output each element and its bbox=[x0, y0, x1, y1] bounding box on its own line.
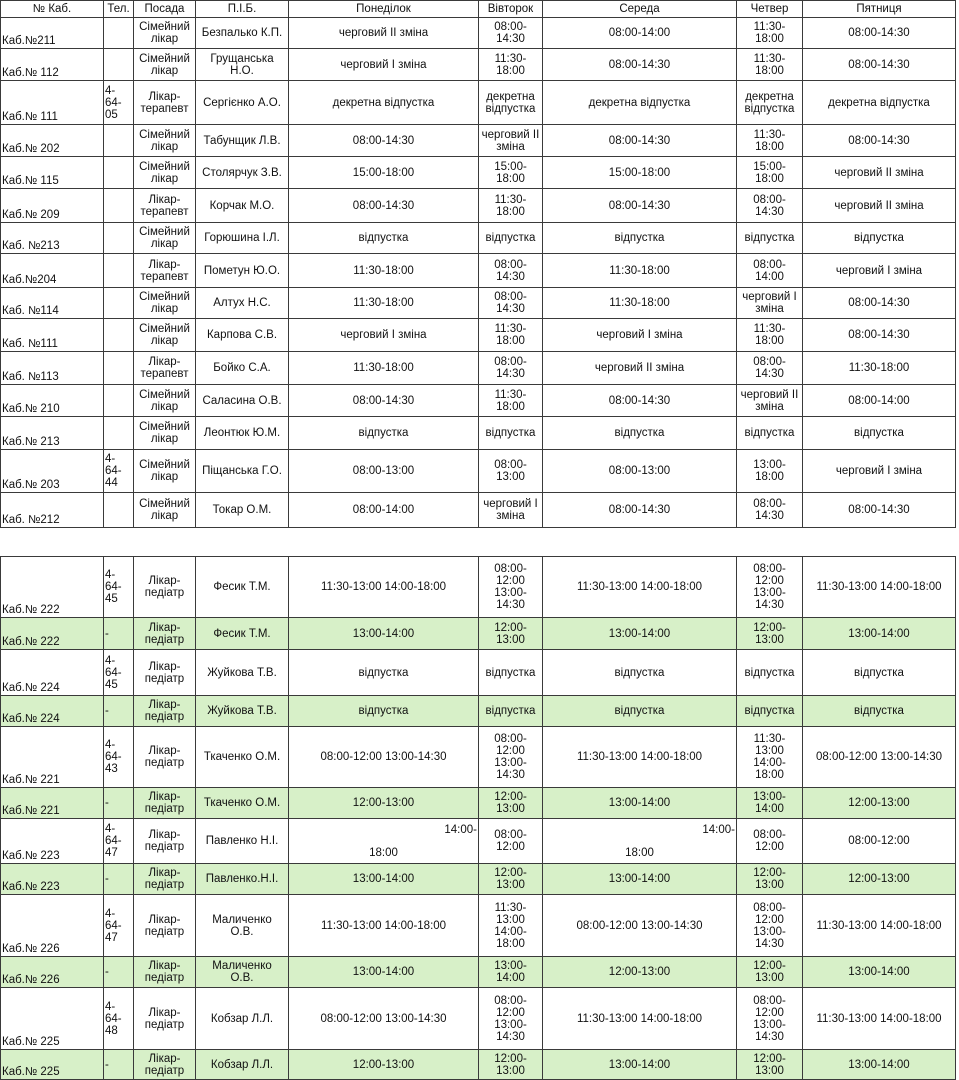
doctor-name-cell: Столярчук З.В. bbox=[196, 157, 289, 189]
tuesday-cell: декретна відпустка bbox=[479, 81, 543, 125]
friday-cell: відпустка bbox=[803, 696, 956, 727]
tuesday-cell: 12:00- 13:00 bbox=[479, 788, 543, 819]
doctor-name-cell: Горюшина І.Л. bbox=[196, 223, 289, 254]
monday-cell: 13:00-14:00 bbox=[289, 957, 479, 988]
doctor-name-cell: Пометун Ю.О. bbox=[196, 254, 289, 288]
friday-cell: 08:00-14:30 bbox=[803, 18, 956, 49]
thursday-cell: 08:00- 12:00 13:00- 14:30 bbox=[737, 895, 803, 957]
position-cell: Лікар- терапевт bbox=[134, 254, 196, 288]
position-cell: Лікар- терапевт bbox=[134, 81, 196, 125]
wednesday-cell: 08:00-13:00 bbox=[543, 450, 737, 493]
tuesday-cell: 13:00- 14:00 bbox=[479, 957, 543, 988]
table-row bbox=[1, 189, 956, 223]
wednesday-cell: 11:30-13:00 14:00-18:00 bbox=[543, 727, 737, 788]
table-row bbox=[1, 125, 956, 157]
monday-cell: 11:30-18:00 bbox=[289, 352, 479, 385]
monday-cell: відпустка bbox=[289, 223, 479, 254]
wednesday-cell: 08:00-14:30 bbox=[543, 385, 737, 417]
tuesday-cell: 12:00- 13:00 bbox=[479, 864, 543, 895]
table-row bbox=[1, 493, 956, 528]
friday-cell: 11:30-13:00 14:00-18:00 bbox=[803, 988, 956, 1050]
cabinet-cell: Каб. №212 bbox=[1, 493, 104, 528]
tuesday-cell: 11:30- 13:00 14:00- 18:00 bbox=[479, 895, 543, 957]
wednesday-cell: 13:00-14:00 bbox=[543, 618, 737, 650]
cabinet-cell: Каб.№ 203 bbox=[1, 450, 104, 493]
gap-cell bbox=[737, 528, 803, 557]
monday-cell: 11:30-13:00 14:00-18:00 bbox=[289, 895, 479, 957]
gap-cell bbox=[1, 528, 104, 557]
table-row bbox=[1, 957, 956, 988]
friday-cell: 13:00-14:00 bbox=[803, 1050, 956, 1080]
thursday-cell: 11:30- 18:00 bbox=[737, 49, 803, 81]
wednesday-cell: відпустка bbox=[543, 696, 737, 727]
thursday-cell: 08:00- 12:00 13:00- 14:30 bbox=[737, 988, 803, 1050]
friday-cell: 11:30-18:00 bbox=[803, 352, 956, 385]
position-cell: Лікар- педіатр bbox=[134, 819, 196, 864]
friday-cell: 08:00-14:00 bbox=[803, 385, 956, 417]
table-row bbox=[1, 157, 956, 189]
friday-cell: 12:00-13:00 bbox=[803, 864, 956, 895]
monday-cell: 08:00-14:30 bbox=[289, 125, 479, 157]
gap-cell bbox=[543, 528, 737, 557]
table-row bbox=[1, 988, 956, 1050]
position-cell: Сімейний лікар bbox=[134, 493, 196, 528]
cabinet-cell: Каб. №113 bbox=[1, 352, 104, 385]
position-cell: Сімейний лікар bbox=[134, 417, 196, 450]
monday-cell: черговий І зміна bbox=[289, 319, 479, 352]
thursday-cell: черговий ІІ зміна bbox=[737, 385, 803, 417]
position-cell: Сімейний лікар bbox=[134, 125, 196, 157]
monday-cell: відпустка bbox=[289, 417, 479, 450]
cabinet-cell: Каб.№ 115 bbox=[1, 157, 104, 189]
cabinet-cell: Каб.№ 223 bbox=[1, 864, 104, 895]
monday-cell bbox=[289, 819, 479, 864]
doctor-name-cell: Леонтюк Ю.М. bbox=[196, 417, 289, 450]
position-cell: Лікар- педіатр bbox=[134, 788, 196, 819]
table-row bbox=[1, 1050, 956, 1080]
wednesday-cell: 13:00-14:00 bbox=[543, 864, 737, 895]
position-cell: Лікар- педіатр bbox=[134, 618, 196, 650]
friday-cell: 08:00-14:30 bbox=[803, 319, 956, 352]
wednesday-cell: 08:00-12:00 13:00-14:30 bbox=[543, 895, 737, 957]
position-cell: Сімейний лікар bbox=[134, 157, 196, 189]
tuesday-cell: 08:00- 14:30 bbox=[479, 254, 543, 288]
time-end-text: 18:00 bbox=[625, 846, 654, 859]
friday-cell: 08:00-12:00 13:00-14:30 bbox=[803, 727, 956, 788]
header-wednesday: Середа bbox=[543, 1, 737, 18]
thursday-cell: 08:00- 12:00 13:00- 14:30 bbox=[737, 557, 803, 618]
thursday-cell: 11:30- 18:00 bbox=[737, 319, 803, 352]
doctor-name-cell: Алтух Н.С. bbox=[196, 288, 289, 319]
doctor-name-cell: Саласина О.В. bbox=[196, 385, 289, 417]
monday-cell: 08:00-14:30 bbox=[289, 189, 479, 223]
tuesday-cell: 12:00- 13:00 bbox=[479, 1050, 543, 1080]
friday-cell: відпустка bbox=[803, 650, 956, 696]
friday-cell: черговий ІІ зміна bbox=[803, 157, 956, 189]
tuesday-cell: 08:00- 12:00 13:00- 14:30 bbox=[479, 557, 543, 618]
friday-cell: 08:00-14:30 bbox=[803, 493, 956, 528]
friday-cell: 08:00-12:00 bbox=[803, 819, 956, 864]
position-cell: Лікар- педіатр bbox=[134, 557, 196, 618]
monday-cell: 11:30-18:00 bbox=[289, 288, 479, 319]
table-row bbox=[1, 417, 956, 450]
wednesday-cell: 13:00-14:00 bbox=[543, 1050, 737, 1080]
header-tel: Тел. bbox=[104, 1, 134, 18]
table-row bbox=[1, 788, 956, 819]
doctor-name-cell: Фесик Т.М. bbox=[196, 557, 289, 618]
friday-cell: декретна відпустка bbox=[803, 81, 956, 125]
tuesday-cell: 11:30- 18:00 bbox=[479, 189, 543, 223]
position-cell: Лікар- терапевт bbox=[134, 189, 196, 223]
table-row bbox=[1, 385, 956, 417]
doctor-name-cell: Грущанська Н.О. bbox=[196, 49, 289, 81]
monday-cell: 11:30-18:00 bbox=[289, 254, 479, 288]
cabinet-cell: Каб.№ 221 bbox=[1, 727, 104, 788]
thursday-cell: 11:30- 18:00 bbox=[737, 18, 803, 49]
position-cell: Лікар- педіатр bbox=[134, 696, 196, 727]
doctor-name-cell: Піщанська Г.О. bbox=[196, 450, 289, 493]
phone-cell: 4- 64- 45 bbox=[104, 650, 134, 696]
cabinet-cell: Каб.№ 210 bbox=[1, 385, 104, 417]
tuesday-cell: відпустка bbox=[479, 223, 543, 254]
monday-cell: 08:00-14:30 bbox=[289, 385, 479, 417]
position-cell: Лікар- педіатр bbox=[134, 988, 196, 1050]
header-friday: Пятниця bbox=[803, 1, 956, 18]
tuesday-cell: 12:00- 13:00 bbox=[479, 618, 543, 650]
phone-cell: - bbox=[104, 1050, 134, 1080]
thursday-cell: 15:00- 18:00 bbox=[737, 157, 803, 189]
thursday-cell: 08:00- 14:00 bbox=[737, 254, 803, 288]
gap-cell bbox=[289, 528, 479, 557]
tuesday-cell: 11:30- 18:00 bbox=[479, 319, 543, 352]
wednesday-cell: відпустка bbox=[543, 417, 737, 450]
gap-cell bbox=[803, 528, 956, 557]
monday-cell: черговий І зміна bbox=[289, 49, 479, 81]
phone-cell bbox=[104, 157, 134, 189]
cabinet-cell: Каб. №111 bbox=[1, 319, 104, 352]
phone-cell: - bbox=[104, 618, 134, 650]
doctor-name-cell: Маличенко О.В. bbox=[196, 957, 289, 988]
cabinet-cell: Каб.№ 222 bbox=[1, 618, 104, 650]
phone-cell bbox=[104, 49, 134, 81]
monday-cell: відпустка bbox=[289, 696, 479, 727]
wednesday-cell: черговий ІІ зміна bbox=[543, 352, 737, 385]
position-cell: Лікар- педіатр bbox=[134, 957, 196, 988]
position-cell: Сімейний лікар bbox=[134, 288, 196, 319]
phone-cell: 4- 64- 43 bbox=[104, 727, 134, 788]
cabinet-cell: Каб.№ 209 bbox=[1, 189, 104, 223]
cabinet-cell: Каб. №213 bbox=[1, 223, 104, 254]
position-cell: Лікар- педіатр bbox=[134, 650, 196, 696]
thursday-cell: 11:30- 18:00 bbox=[737, 125, 803, 157]
phone-cell: - bbox=[104, 957, 134, 988]
friday-cell: 08:00-14:30 bbox=[803, 125, 956, 157]
wednesday-cell bbox=[543, 819, 737, 864]
tuesday-cell: 11:30- 18:00 bbox=[479, 385, 543, 417]
thursday-cell: 13:00- 18:00 bbox=[737, 450, 803, 493]
table-row bbox=[1, 288, 956, 319]
friday-cell: черговий І зміна bbox=[803, 254, 956, 288]
phone-cell: - bbox=[104, 788, 134, 819]
table-row bbox=[1, 618, 956, 650]
wednesday-cell: відпустка bbox=[543, 223, 737, 254]
phone-cell: - bbox=[104, 696, 134, 727]
friday-cell: 11:30-13:00 14:00-18:00 bbox=[803, 895, 956, 957]
phone-cell bbox=[104, 417, 134, 450]
thursday-cell: відпустка bbox=[737, 650, 803, 696]
thursday-cell: відпустка bbox=[737, 223, 803, 254]
cabinet-cell: Каб.№ 222 bbox=[1, 557, 104, 618]
friday-cell: 13:00-14:00 bbox=[803, 957, 956, 988]
wednesday-cell: 11:30-18:00 bbox=[543, 288, 737, 319]
doctor-name-cell: Павленко Н.І. bbox=[196, 819, 289, 864]
thursday-cell: черговий І зміна bbox=[737, 288, 803, 319]
phone-cell bbox=[104, 319, 134, 352]
table-row bbox=[1, 49, 956, 81]
wednesday-cell: 08:00-14:30 bbox=[543, 49, 737, 81]
position-cell: Лікар- педіатр bbox=[134, 895, 196, 957]
monday-cell: 13:00-14:00 bbox=[289, 864, 479, 895]
tuesday-cell: 08:00- 12:00 bbox=[479, 819, 543, 864]
header-monday: Понеділок bbox=[289, 1, 479, 18]
tuesday-cell: 11:30- 18:00 bbox=[479, 49, 543, 81]
tuesday-cell: черговий ІІ зміна bbox=[479, 125, 543, 157]
tuesday-cell: відпустка bbox=[479, 696, 543, 727]
monday-cell: 08:00-13:00 bbox=[289, 450, 479, 493]
doctor-name-cell: Ткаченко О.М. bbox=[196, 788, 289, 819]
phone-cell bbox=[104, 125, 134, 157]
phone-cell bbox=[104, 385, 134, 417]
time-end-text: 18:00 bbox=[369, 846, 398, 859]
position-cell: Лікар- педіатр bbox=[134, 727, 196, 788]
thursday-cell: декретна відпустка bbox=[737, 81, 803, 125]
friday-cell: 08:00-14:30 bbox=[803, 49, 956, 81]
wednesday-cell: 12:00-13:00 bbox=[543, 957, 737, 988]
table-row bbox=[1, 895, 956, 957]
phone-cell: 4- 64- 47 bbox=[104, 895, 134, 957]
time-start-text: 14:00- bbox=[444, 823, 477, 836]
position-cell: Сімейний лікар bbox=[134, 385, 196, 417]
monday-cell: черговий ІІ зміна bbox=[289, 18, 479, 49]
monday-cell: відпустка bbox=[289, 650, 479, 696]
thursday-cell: 13:00- 14:00 bbox=[737, 788, 803, 819]
tuesday-cell: 08:00- 14:30 bbox=[479, 288, 543, 319]
friday-cell: 11:30-13:00 14:00-18:00 bbox=[803, 557, 956, 618]
cabinet-cell: Каб. №114 bbox=[1, 288, 104, 319]
phone-cell bbox=[104, 189, 134, 223]
doctor-name-cell: Жуйкова Т.В. bbox=[196, 650, 289, 696]
table-row bbox=[1, 727, 956, 788]
monday-cell: 08:00-12:00 13:00-14:30 bbox=[289, 988, 479, 1050]
header-position: Посада bbox=[134, 1, 196, 18]
phone-cell: 4- 64- 45 bbox=[104, 557, 134, 618]
monday-cell: 13:00-14:00 bbox=[289, 618, 479, 650]
monday-cell: 08:00-12:00 13:00-14:30 bbox=[289, 727, 479, 788]
position-cell: Лікар- педіатр bbox=[134, 864, 196, 895]
doctor-name-cell: Табунщик Л.В. bbox=[196, 125, 289, 157]
friday-cell: 12:00-13:00 bbox=[803, 788, 956, 819]
cabinet-cell: Каб.№ 221 bbox=[1, 788, 104, 819]
monday-cell: 11:30-13:00 14:00-18:00 bbox=[289, 557, 479, 618]
cabinet-cell: Каб.№ 213 bbox=[1, 417, 104, 450]
phone-cell: 4- 64- 44 bbox=[104, 450, 134, 493]
friday-cell: 13:00-14:00 bbox=[803, 618, 956, 650]
friday-cell: відпустка bbox=[803, 417, 956, 450]
wednesday-cell: 08:00-14:30 bbox=[543, 493, 737, 528]
position-cell: Сімейний лікар bbox=[134, 49, 196, 81]
phone-cell bbox=[104, 288, 134, 319]
thursday-cell: 12:00- 13:00 bbox=[737, 957, 803, 988]
monday-cell: 08:00-14:00 bbox=[289, 493, 479, 528]
cabinet-cell: Каб.№ 226 bbox=[1, 957, 104, 988]
friday-cell: 08:00-14:30 bbox=[803, 288, 956, 319]
cabinet-cell: Каб.№ 224 bbox=[1, 696, 104, 727]
tuesday-cell: відпустка bbox=[479, 650, 543, 696]
monday-cell: 12:00-13:00 bbox=[289, 788, 479, 819]
position-cell: Сімейний лікар bbox=[134, 450, 196, 493]
cabinet-cell: Каб.№ 202 bbox=[1, 125, 104, 157]
cabinet-cell: Каб.№ 112 bbox=[1, 49, 104, 81]
table-row bbox=[1, 18, 956, 49]
cabinet-cell: Каб.№ 224 bbox=[1, 650, 104, 696]
wednesday-cell: 08:00-14:30 bbox=[543, 189, 737, 223]
wednesday-cell: 13:00-14:00 bbox=[543, 788, 737, 819]
doctor-name-cell: Павленко.Н.І. bbox=[196, 864, 289, 895]
header-name: П.І.Б. bbox=[196, 1, 289, 18]
gap-cell bbox=[196, 528, 289, 557]
thursday-cell: 08:00- 12:00 bbox=[737, 819, 803, 864]
tuesday-cell: 15:00- 18:00 bbox=[479, 157, 543, 189]
wednesday-cell: 08:00-14:30 bbox=[543, 125, 737, 157]
position-cell: Сімейний лікар bbox=[134, 319, 196, 352]
wednesday-cell: декретна відпустка bbox=[543, 81, 737, 125]
cabinet-cell: Каб.№ 225 bbox=[1, 988, 104, 1050]
tuesday-cell: 08:00- 14:30 bbox=[479, 352, 543, 385]
doctor-name-cell: Кобзар Л.Л. bbox=[196, 988, 289, 1050]
wednesday-cell: відпустка bbox=[543, 650, 737, 696]
doctor-name-cell: Маличенко О.В. bbox=[196, 895, 289, 957]
schedule-body bbox=[1, 18, 956, 1080]
monday-cell: декретна відпустка bbox=[289, 81, 479, 125]
thursday-cell: 12:00- 13:00 bbox=[737, 864, 803, 895]
cabinet-cell: Каб.№211 bbox=[1, 18, 104, 49]
tuesday-cell: черговий І зміна bbox=[479, 493, 543, 528]
monday-cell: 15:00-18:00 bbox=[289, 157, 479, 189]
wednesday-cell: 11:30-18:00 bbox=[543, 254, 737, 288]
table-row bbox=[1, 696, 956, 727]
wednesday-cell: 15:00-18:00 bbox=[543, 157, 737, 189]
table-row bbox=[1, 557, 956, 618]
wednesday-cell: 11:30-13:00 14:00-18:00 bbox=[543, 557, 737, 618]
table-row bbox=[1, 864, 956, 895]
gap-cell bbox=[104, 528, 134, 557]
cabinet-cell: Каб.№204 bbox=[1, 254, 104, 288]
header-thursday: Четвер bbox=[737, 1, 803, 18]
thursday-cell: 12:00- 13:00 bbox=[737, 618, 803, 650]
thursday-cell: 08:00- 14:30 bbox=[737, 189, 803, 223]
table-row bbox=[1, 650, 956, 696]
thursday-cell: 11:30- 13:00 14:00- 18:00 bbox=[737, 727, 803, 788]
gap-cell bbox=[134, 528, 196, 557]
tuesday-cell: 08:00- 14:30 bbox=[479, 18, 543, 49]
position-cell: Сімейний лікар bbox=[134, 18, 196, 49]
table-row bbox=[1, 254, 956, 288]
phone-cell bbox=[104, 18, 134, 49]
wednesday-cell: черговий І зміна bbox=[543, 319, 737, 352]
tuesday-cell: 08:00- 12:00 13:00- 14:30 bbox=[479, 727, 543, 788]
table-row bbox=[1, 319, 956, 352]
cabinet-cell: Каб.№ 225 bbox=[1, 1050, 104, 1080]
position-cell: Сімейний лікар bbox=[134, 223, 196, 254]
thursday-cell: відпустка bbox=[737, 696, 803, 727]
phone-cell bbox=[104, 254, 134, 288]
cabinet-cell: Каб.№ 223 bbox=[1, 819, 104, 864]
doctor-name-cell: Жуйкова Т.В. bbox=[196, 696, 289, 727]
friday-cell: відпустка bbox=[803, 223, 956, 254]
tuesday-cell: 08:00- 13:00 bbox=[479, 450, 543, 493]
time-start-text: 14:00- bbox=[702, 823, 735, 836]
thursday-cell: відпустка bbox=[737, 417, 803, 450]
doctor-name-cell: Сергієнко А.О. bbox=[196, 81, 289, 125]
wednesday-cell: 11:30-13:00 14:00-18:00 bbox=[543, 988, 737, 1050]
table-row bbox=[1, 81, 956, 125]
tuesday-cell: відпустка bbox=[479, 417, 543, 450]
doctor-name-cell: Корчак М.О. bbox=[196, 189, 289, 223]
doctor-name-cell: Ткаченко О.М. bbox=[196, 727, 289, 788]
table-row bbox=[1, 352, 956, 385]
phone-cell: 4- 64- 05 bbox=[104, 81, 134, 125]
header-tuesday: Вівторок bbox=[479, 1, 543, 18]
thursday-cell: 08:00- 14:30 bbox=[737, 493, 803, 528]
friday-cell: черговий І зміна bbox=[803, 450, 956, 493]
doctor-name-cell: Бойко С.А. bbox=[196, 352, 289, 385]
doctor-name-cell: Токар О.М. bbox=[196, 493, 289, 528]
phone-cell bbox=[104, 223, 134, 254]
phone-cell: 4- 64- 48 bbox=[104, 988, 134, 1050]
doctor-name-cell: Безпалько К.П. bbox=[196, 18, 289, 49]
position-cell: Лікар- терапевт bbox=[134, 352, 196, 385]
position-cell: Лікар- педіатр bbox=[134, 1050, 196, 1080]
doctor-name-cell: Фесик Т.М. bbox=[196, 618, 289, 650]
header-kab: № Каб. bbox=[1, 1, 104, 18]
section-gap-row bbox=[1, 528, 956, 557]
tuesday-cell: 08:00- 12:00 13:00- 14:30 bbox=[479, 988, 543, 1050]
cabinet-cell: Каб.№ 111 bbox=[1, 81, 104, 125]
table-row bbox=[1, 450, 956, 493]
header-row bbox=[1, 1, 956, 18]
table-row bbox=[1, 223, 956, 254]
phone-cell: 4- 64- 47 bbox=[104, 819, 134, 864]
thursday-cell: 12:00- 13:00 bbox=[737, 1050, 803, 1080]
friday-cell: черговий ІІ зміна bbox=[803, 189, 956, 223]
doctor-name-cell: Кобзар Л.Л. bbox=[196, 1050, 289, 1080]
wednesday-cell: 08:00-14:00 bbox=[543, 18, 737, 49]
cabinet-cell: Каб.№ 226 bbox=[1, 895, 104, 957]
phone-cell bbox=[104, 493, 134, 528]
phone-cell bbox=[104, 352, 134, 385]
thursday-cell: 08:00- 14:30 bbox=[737, 352, 803, 385]
phone-cell: - bbox=[104, 864, 134, 895]
table-row bbox=[1, 819, 956, 864]
gap-cell bbox=[479, 528, 543, 557]
doctor-name-cell: Карпова С.В. bbox=[196, 319, 289, 352]
monday-cell: 12:00-13:00 bbox=[289, 1050, 479, 1080]
